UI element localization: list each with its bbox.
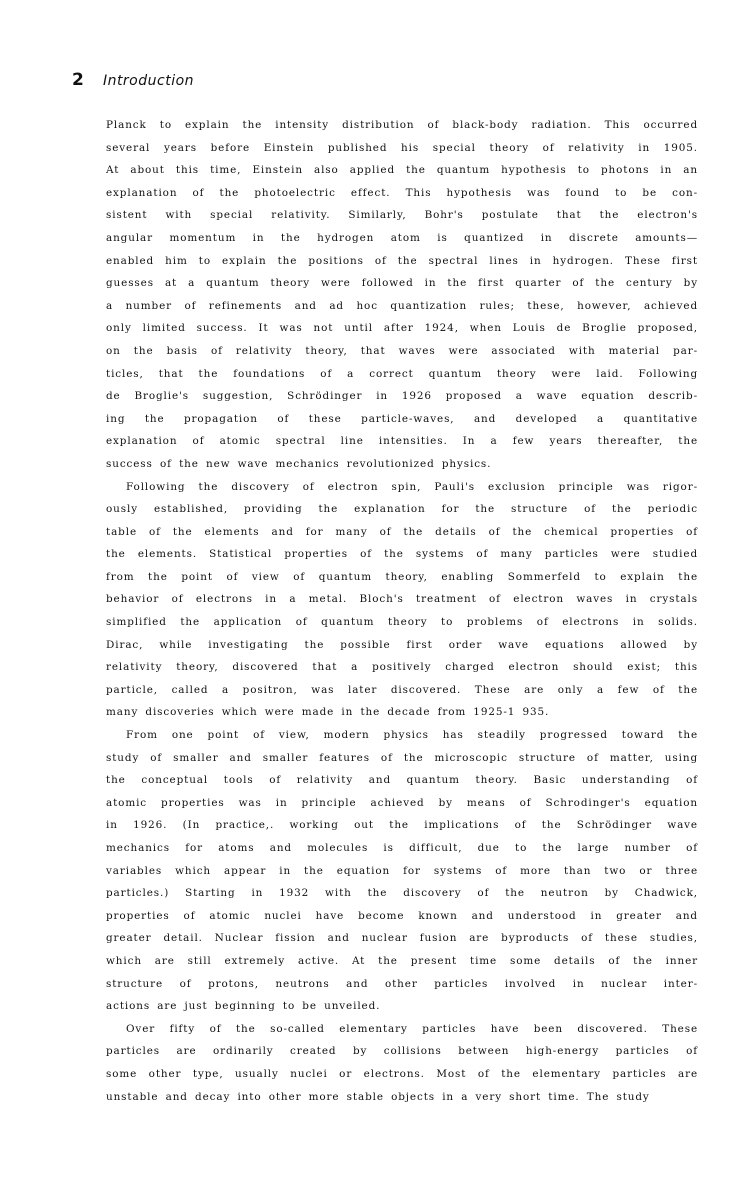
text-line: particles are ordinarily created by collisions between high-energy particles of <box>106 1045 698 1058</box>
text-line: some other type, usually nuclei or electrons. Most of the elementary particles are <box>106 1067 698 1080</box>
text-line: At about this time, Einstein also applied the quantum hypothesis to photons in an <box>106 164 698 177</box>
text-line: Planck to explain the intensity distribution of black-body radiation. This occurred <box>106 119 698 131</box>
text-line: angular momentum in the hydrogen atom is quantized in discrete amounts— <box>106 231 698 244</box>
text-line: atomic properties was in principle achieved by means of Schrodinger's equation <box>106 796 698 809</box>
text-line: table of the elements and for many of the details of the chemical properties of <box>106 525 698 538</box>
text-line: enabled him to explain the positions of the spectral lines in hydrogen. These first <box>106 254 698 267</box>
text-line: the conceptual tools of relativity and quantum theory. Basic understanding of <box>106 774 698 787</box>
text-line: from the point of view of quantum theory, enabling Sommerfeld to explain the <box>106 570 698 583</box>
text-line: variables which appear in the equation for systems of more than two or three <box>106 864 698 877</box>
text-line: Following the discovery of electron spin, Pauli's exclusion principle was rigor- <box>126 480 698 493</box>
text-line: greater detail. Nuclear fission and nuclear fusion are byproducts of these studies, <box>106 932 698 945</box>
text-line: unstable and decay into other more stable objects in a very short time. The study <box>106 1090 650 1103</box>
text-line: de Broglie's suggestion, Schrödinger in 1926 proposed a wave equation describ- <box>106 390 698 403</box>
text-line: structure of protons, neutrons and other particles involved in nuclear inter- <box>106 977 698 990</box>
text-line: many discoveries which were made in the decade from 1925-1 935. <box>106 706 550 719</box>
text-line: mechanics for atoms and molecules is difficult, due to the large number of <box>106 842 698 854</box>
text-line: particle, called a positron, was later discovered. These are only a few of the <box>106 683 698 696</box>
text-line: guesses at a quantum theory were followed in the first quarter of the century by <box>106 277 698 290</box>
text-line: in 1926. (In practice,. working out the implications of the Schrödinger wave <box>106 819 698 832</box>
paragraph <box>106 1018 698 1108</box>
text-line: study of smaller and smaller features of the microscopic structure of matter, using <box>106 751 698 764</box>
page-header <box>72 70 194 90</box>
text-line: the elements. Statistical properties of the systems of many particles were studied <box>106 548 698 561</box>
text-line: explanation of the photoelectric effect. This hypothesis was found to be con- <box>106 186 698 199</box>
text-line: a number of refinements and ad hoc quantization rules; these, however, achieved <box>106 299 698 312</box>
text-line: several years before Einstein published his special theory of relativity in 1905. <box>106 141 698 154</box>
text-line: which are still extremely active. At the present time some details of the inner <box>106 954 698 967</box>
text-line: success of the new wave mechanics revolutionized physics. <box>106 457 492 470</box>
body-text <box>106 114 698 1108</box>
text-line: ticles, that the foundations of a correct quantum theory were laid. Following <box>106 367 698 380</box>
paragraph <box>106 476 698 725</box>
paragraph <box>106 114 698 476</box>
text-line: actions are just beginning to be unveiled. <box>106 1000 381 1013</box>
text-line: ing the propagation of these particle-waves, and developed a quantitative <box>106 412 698 425</box>
text-line: particles.) Starting in 1932 with the discovery of the neutron by Chadwick, <box>106 887 698 900</box>
text-line: on the basis of relativity theory, that waves were associated with material par- <box>106 344 698 357</box>
text-line: relativity theory, discovered that a positively charged electron should exist; this <box>106 661 698 674</box>
text-line: sistent with special relativity. Similarly, Bohr's postulate that the electron's <box>106 209 698 222</box>
text-line: behavior of electrons in a metal. Bloch's treatment of electron waves in crystals <box>106 593 698 606</box>
text-line: only limited success. It was not until after 1924, when Louis de Broglie proposed, <box>106 322 698 335</box>
text-line: From one point of view, modern physics has steadily progressed toward the <box>126 729 698 742</box>
text-line: explanation of atomic spectral line intensities. In a few years thereafter, the <box>106 435 698 448</box>
page-number: 2 <box>72 70 84 90</box>
text-line: ously established, providing the explanation for the structure of the periodic <box>106 503 698 516</box>
text-line: simplified the application of quantum theory to problems of electrons in solids. <box>106 616 698 629</box>
paragraph <box>106 724 698 1018</box>
text-line: Over fifty of the so-called elementary particles have been discovered. These <box>126 1022 698 1035</box>
text-line: properties of atomic nuclei have become known and understood in greater and <box>106 909 698 922</box>
text-line: Dirac, while investigating the possible first order wave equations allowed by <box>106 638 698 651</box>
chapter-title: Introduction <box>102 73 195 89</box>
